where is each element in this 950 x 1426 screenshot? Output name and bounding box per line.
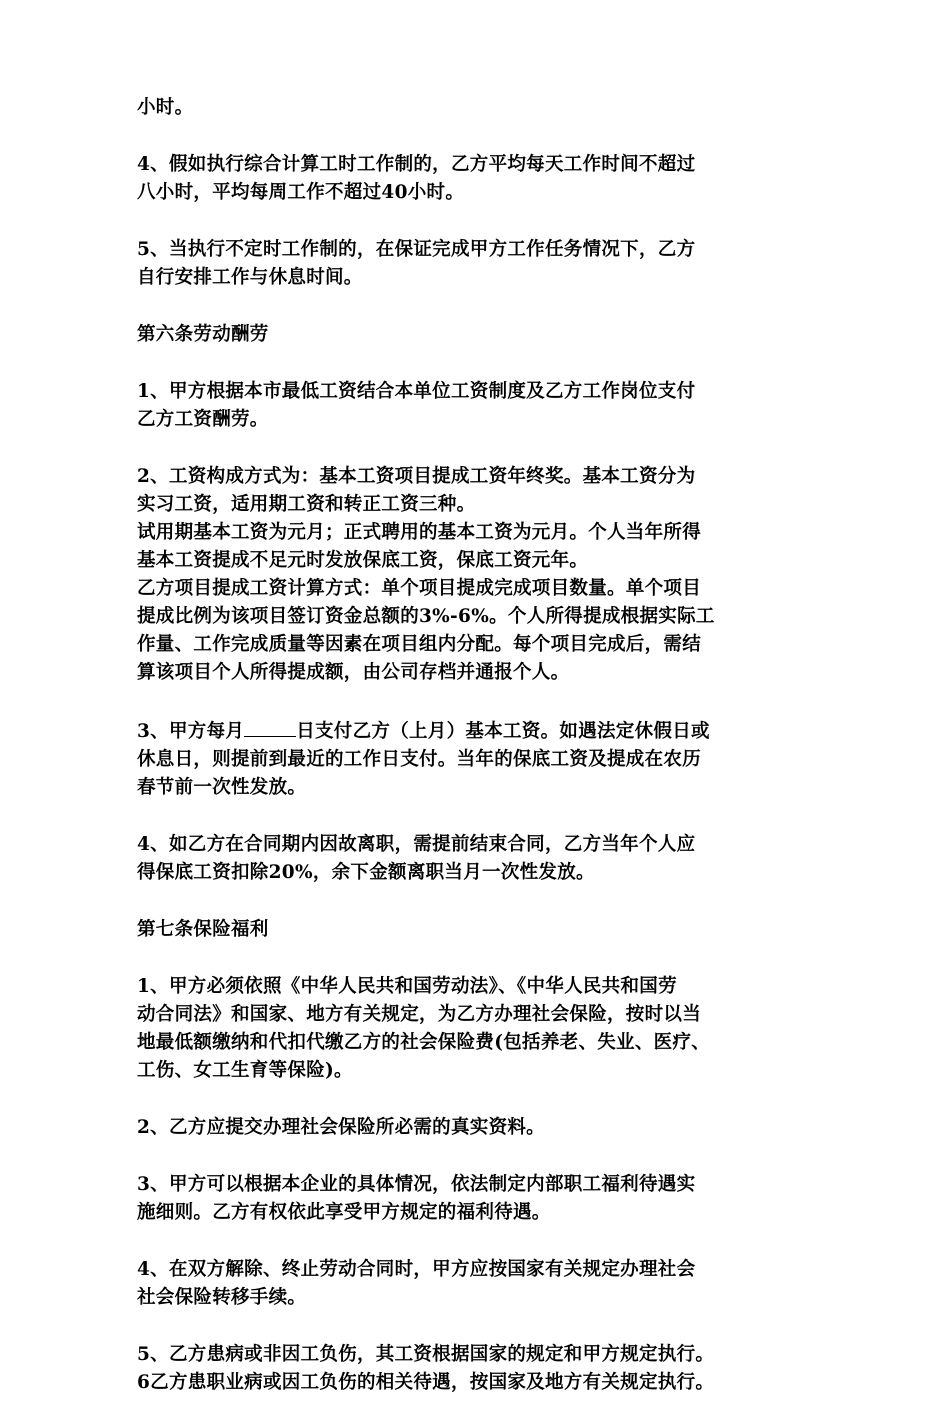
text-line: 5、当执行不定时工作制的，在保证完成甲方工作任务情况下，乙方	[137, 239, 696, 260]
text-line: 提成比例为该项目签订资金总额的3%-6%。个人所得提成根据实际工	[137, 606, 715, 627]
document-body	[137, 94, 827, 1426]
text-line: 基本工资提成不足元时发放保底工资，保底工资元年。	[137, 550, 589, 571]
text-line: 2、工资构成方式为：基本工资项目提成工资年终奖。基本工资分为	[137, 466, 696, 487]
text-line: 试用期基本工资为元月；正式聘用的基本工资为元月。个人当年所得	[137, 522, 702, 543]
paragraph-comprehensive-hours	[137, 151, 827, 207]
paragraph-welfare	[137, 1171, 827, 1227]
text-line: 八小时，平均每周工作不超过40小时。	[137, 182, 465, 203]
paragraph-continuation	[137, 94, 827, 122]
text-line: 得保底工资扣除20%，余下金额离职当月一次性发放。	[137, 862, 595, 883]
text-line: 施细则。乙方有权依此享受甲方规定的福利待遇。	[137, 1202, 551, 1223]
text-line: 社会保险转移手续。	[137, 1287, 307, 1308]
text-line: 4、在双方解除、终止劳动合同时，甲方应按国家有关规定办理社会	[137, 1259, 696, 1280]
text-line: 小时。	[137, 97, 194, 118]
text-line: 1、甲方必须依照《中华人民共和国劳动法》、《中华人民共和国劳	[137, 976, 677, 997]
text-line: 1、甲方根据本市最低工资结合本单位工资制度及乙方工作岗位支付	[137, 381, 696, 402]
paragraph-termination-transfer	[137, 1256, 827, 1312]
text-line: 乙方工资酬劳。	[137, 409, 269, 430]
text-line: 地最低额缴纳和代扣代缴乙方的社会保险费(包括养老、失业、医疗、	[137, 1032, 711, 1053]
text-line: 乙方项目提成工资计算方式：单个项目提成完成项目数量。单个项目	[137, 578, 702, 599]
paragraph-illness-injury	[137, 1341, 827, 1397]
text-line: 春节前一次性发放。	[137, 777, 307, 798]
text-line: 作量、工作完成质量等因素在项目组内分配。每个项目完成后，需结	[137, 634, 702, 655]
section-heading-article-6	[137, 321, 827, 349]
text-line: 休息日，则提前到最近的工作日支付。当年的保底工资及提成在农历	[137, 749, 702, 770]
text-line: 4、假如执行综合计算工时工作制的，乙方平均每天工作时间不超过	[137, 154, 696, 175]
paragraph-documents	[137, 1114, 827, 1142]
text-line: 5、乙方患病或非因工负伤，其工资根据国家的规定和甲方规定执行。	[137, 1344, 715, 1365]
fill-in-blank	[244, 716, 296, 737]
section-title: 第六条劳动酬劳	[137, 324, 269, 345]
paragraph-flexible-hours	[137, 236, 827, 292]
section-title: 第七条保险福利	[137, 919, 269, 940]
text-line: 算该项目个人所得提成额，由公司存档并通报个人。	[137, 662, 570, 683]
text-fragment: 日支付乙方（上月）基本工资。如遇法定休假日或	[296, 721, 710, 742]
text-line: 2、乙方应提交办理社会保险所必需的真实资料。	[137, 1117, 545, 1138]
text-line: 实习工资，适用期工资和转正工资三种。	[137, 494, 476, 515]
text-line: 自行安排工作与休息时间。	[137, 267, 363, 288]
paragraph-wage-basis	[137, 378, 827, 434]
section-heading-article-7	[137, 916, 827, 944]
text-line-with-blank	[137, 716, 827, 746]
text-line: 4、如乙方在合同期内因故离职，需提前结束合同，乙方当年个人应	[137, 834, 696, 855]
text-line: 动合同法》和国家、地方有关规定，为乙方办理社会保险，按时以当	[137, 1004, 702, 1025]
paragraph-payment-day	[137, 716, 827, 802]
text-line: 工伤、女工生育等保险)。	[137, 1060, 353, 1081]
paragraph-wage-structure	[137, 463, 827, 687]
text-line: 6乙方患职业病或因工负伤的相关待遇，按国家及地方有关规定执行。	[137, 1372, 715, 1393]
text-fragment: 3、甲方每月	[137, 721, 245, 742]
paragraph-resignation	[137, 831, 827, 887]
paragraph-social-insurance	[137, 973, 827, 1085]
text-line: 3、甲方可以根据本企业的具体情况，依法制定内部职工福利待遇实	[137, 1174, 696, 1195]
